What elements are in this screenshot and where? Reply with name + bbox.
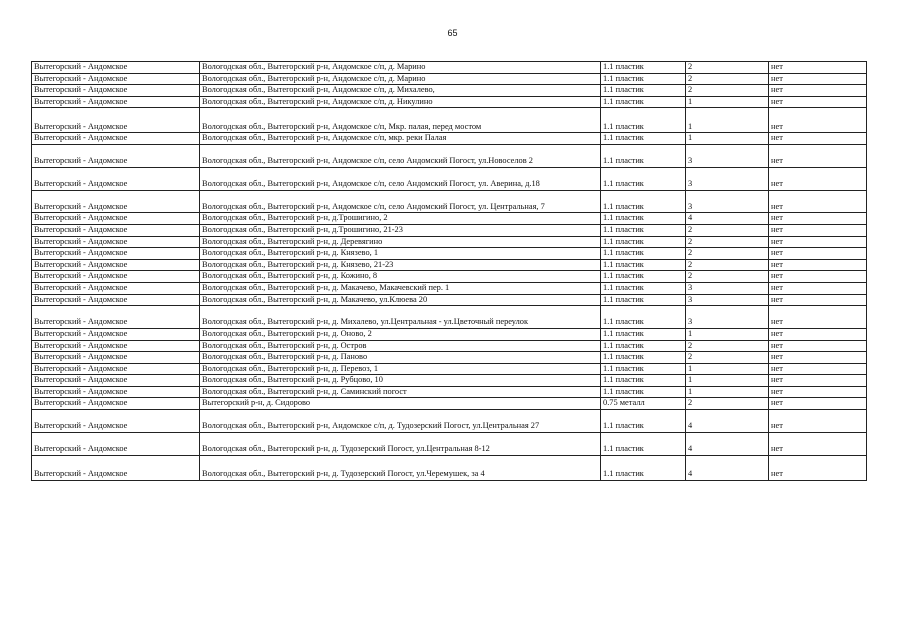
- container-type-cell: 1.1 пластик: [601, 73, 686, 85]
- flag-cell: нет: [769, 410, 867, 433]
- district-cell: Вытегорский - Андомское: [32, 62, 200, 74]
- address-cell: Вологодская обл., Вытегорский р-н, Андомское с/п, село Андомский Погост, ул.Новоселов 2: [200, 144, 601, 167]
- flag-cell: нет: [769, 167, 867, 190]
- table-row: [32, 455, 867, 480]
- address-cell: Вологодская обл., Вытегорский р-н, Андомское с/п, село Андомский Погост, ул. Аверина, д.18: [200, 167, 601, 190]
- district-cell: Вытегорский - Андомское: [32, 224, 200, 236]
- container-count-cell: 1: [686, 96, 769, 108]
- container-count-cell: 2: [686, 73, 769, 85]
- district-cell: Вытегорский - Андомское: [32, 386, 200, 398]
- container-type-cell: 1.1 пластик: [601, 306, 686, 329]
- container-count-cell: 3: [686, 282, 769, 294]
- address-cell: Вологодская обл., Вытегорский р-н, д. Паново: [200, 352, 601, 364]
- flag-cell: нет: [769, 398, 867, 410]
- district-cell: Вытегорский - Андомское: [32, 432, 200, 455]
- address-cell: Вологодская обл., Вытегорский р-н, д. Оново, 2: [200, 328, 601, 340]
- district-cell: Вытегорский - Андомское: [32, 363, 200, 375]
- address-cell: Вологодская обл., Вытегорский р-н, Андомское с/п, д. Никулино: [200, 96, 601, 108]
- container-type-cell: 1.1 пластик: [601, 190, 686, 213]
- district-cell: Вытегорский - Андомское: [32, 410, 200, 433]
- address-cell: Вологодская обл., Вытегорский р-н, д.Трошигино, 2: [200, 213, 601, 225]
- district-cell: Вытегорский - Андомское: [32, 248, 200, 260]
- table-row: [32, 259, 867, 271]
- container-type-cell: 1.1 пластик: [601, 386, 686, 398]
- district-cell: Вытегорский - Андомское: [32, 352, 200, 364]
- flag-cell: нет: [769, 455, 867, 480]
- flag-cell: нет: [769, 375, 867, 387]
- table-row: [32, 432, 867, 455]
- table-row: [32, 398, 867, 410]
- address-cell: Вологодская обл., Вытегорский р-н, Андомское с/п, Мкр. палая, перед мостом: [200, 108, 601, 133]
- district-cell: Вытегорский - Андомское: [32, 96, 200, 108]
- flag-cell: нет: [769, 108, 867, 133]
- flag-cell: нет: [769, 306, 867, 329]
- container-type-cell: 1.1 пластик: [601, 340, 686, 352]
- address-cell: Вологодская обл., Вытегорский р-н, д. Саминский погост: [200, 386, 601, 398]
- district-cell: Вытегорский - Андомское: [32, 306, 200, 329]
- table-row: [32, 410, 867, 433]
- flag-cell: нет: [769, 133, 867, 145]
- district-cell: Вытегорский - Андомское: [32, 271, 200, 283]
- district-cell: Вытегорский - Андомское: [32, 190, 200, 213]
- flag-cell: нет: [769, 248, 867, 260]
- container-count-cell: 3: [686, 144, 769, 167]
- flag-cell: нет: [769, 294, 867, 306]
- district-cell: Вытегорский - Андомское: [32, 375, 200, 387]
- district-cell: Вытегорский - Андомское: [32, 73, 200, 85]
- address-cell: Вологодская обл., Вытегорский р-н, Андомское с/п, мкр. реки Палая: [200, 133, 601, 145]
- address-cell: Вологодская обл., Вытегорский р-н, д. Макачево, ул.Клюева 20: [200, 294, 601, 306]
- table-row: [32, 190, 867, 213]
- container-type-cell: 1.1 пластик: [601, 352, 686, 364]
- container-count-cell: 1: [686, 363, 769, 375]
- container-count-cell: 2: [686, 62, 769, 74]
- flag-cell: нет: [769, 328, 867, 340]
- address-cell: Вологодская обл., Вытегорский р-н, д. Тудозерский Погост, ул.Центральная 8-12: [200, 432, 601, 455]
- address-cell: Вологодская обл., Вытегорский р-н, д. Князево, 21-23: [200, 259, 601, 271]
- flag-cell: нет: [769, 144, 867, 167]
- district-cell: Вытегорский - Андомское: [32, 108, 200, 133]
- flag-cell: нет: [769, 190, 867, 213]
- address-cell: Вологодская обл., Вытегорский р-н, Андомское с/п, д. Марино: [200, 62, 601, 74]
- flag-cell: нет: [769, 340, 867, 352]
- container-type-cell: 1.1 пластик: [601, 432, 686, 455]
- container-count-cell: 1: [686, 375, 769, 387]
- table-row: [32, 224, 867, 236]
- container-type-cell: 1.1 пластик: [601, 85, 686, 97]
- container-type-cell: 1.1 пластик: [601, 108, 686, 133]
- table-row: [32, 108, 867, 133]
- table-row: [32, 133, 867, 145]
- table-row: [32, 363, 867, 375]
- container-count-cell: 4: [686, 410, 769, 433]
- flag-cell: нет: [769, 73, 867, 85]
- table-row: [32, 386, 867, 398]
- district-cell: Вытегорский - Андомское: [32, 144, 200, 167]
- flag-cell: нет: [769, 85, 867, 97]
- address-cell: Вологодская обл., Вытегорский р-н, д. Князево, 1: [200, 248, 601, 260]
- district-cell: Вытегорский - Андомское: [32, 282, 200, 294]
- flag-cell: нет: [769, 213, 867, 225]
- address-cell: Вологодская обл., Вытегорский р-н, д. Перевоз, 1: [200, 363, 601, 375]
- address-cell: Вологодская обл., Вытегорский р-н, Андомское с/п, д. Михалево,: [200, 85, 601, 97]
- flag-cell: нет: [769, 352, 867, 364]
- address-cell: Вологодская обл., Вытегорский р-н, д.Трошигино, 21-23: [200, 224, 601, 236]
- container-type-cell: 1.1 пластик: [601, 271, 686, 283]
- container-count-cell: 2: [686, 236, 769, 248]
- container-count-cell: 3: [686, 167, 769, 190]
- district-cell: Вытегорский - Андомское: [32, 133, 200, 145]
- container-count-cell: 3: [686, 306, 769, 329]
- container-type-cell: 1.1 пластик: [601, 410, 686, 433]
- container-type-cell: 1.1 пластик: [601, 96, 686, 108]
- container-type-cell: 1.1 пластик: [601, 455, 686, 480]
- flag-cell: нет: [769, 62, 867, 74]
- address-cell: Вологодская обл., Вытегорский р-н, Андомское с/п, д. Марино: [200, 73, 601, 85]
- table-row: [32, 73, 867, 85]
- district-cell: Вытегорский - Андомское: [32, 328, 200, 340]
- district-cell: Вытегорский - Андомское: [32, 85, 200, 97]
- container-type-cell: 1.1 пластик: [601, 224, 686, 236]
- flag-cell: нет: [769, 224, 867, 236]
- district-cell: Вытегорский - Андомское: [32, 213, 200, 225]
- container-type-cell: 1.1 пластик: [601, 236, 686, 248]
- container-count-cell: 1: [686, 108, 769, 133]
- flag-cell: нет: [769, 282, 867, 294]
- flag-cell: нет: [769, 96, 867, 108]
- table-row: [32, 236, 867, 248]
- container-count-cell: 4: [686, 455, 769, 480]
- flag-cell: нет: [769, 363, 867, 375]
- address-cell: Вологодская обл., Вытегорский р-н, д. Михалево, ул.Центральная - ул.Цветочный переулок: [200, 306, 601, 329]
- container-count-cell: 2: [686, 85, 769, 97]
- container-count-cell: 1: [686, 133, 769, 145]
- container-count-cell: 2: [686, 259, 769, 271]
- container-type-cell: 1.1 пластик: [601, 328, 686, 340]
- container-count-cell: 2: [686, 248, 769, 260]
- flag-cell: нет: [769, 271, 867, 283]
- container-count-cell: 2: [686, 271, 769, 283]
- table-row: [32, 213, 867, 225]
- table-row: [32, 96, 867, 108]
- table-row: [32, 144, 867, 167]
- table-row: [32, 306, 867, 329]
- table-row: [32, 167, 867, 190]
- table-row: [32, 340, 867, 352]
- container-type-cell: 1.1 пластик: [601, 282, 686, 294]
- container-count-cell: 4: [686, 432, 769, 455]
- container-type-cell: 1.1 пластик: [601, 213, 686, 225]
- table-row: [32, 62, 867, 74]
- container-count-cell: 2: [686, 224, 769, 236]
- container-count-cell: 1: [686, 328, 769, 340]
- container-type-cell: 1.1 пластик: [601, 62, 686, 74]
- container-sites-table: [31, 61, 867, 481]
- table-row: [32, 271, 867, 283]
- address-cell: Вытегорский р-н, д. Сидорово: [200, 398, 601, 410]
- container-count-cell: 2: [686, 340, 769, 352]
- container-type-cell: 1.1 пластик: [601, 259, 686, 271]
- table-row: [32, 85, 867, 97]
- table-row: [32, 328, 867, 340]
- address-cell: Вологодская обл., Вытегорский р-н, д. Макачево, Макачевский пер. 1: [200, 282, 601, 294]
- address-cell: Вологодская обл., Вытегорский р-н, Андомское с/п, д. Тудозерский Погост, ул.Центральная 27: [200, 410, 601, 433]
- table-row: [32, 248, 867, 260]
- table-row: [32, 375, 867, 387]
- district-cell: Вытегорский - Андомское: [32, 340, 200, 352]
- table-row: [32, 282, 867, 294]
- container-type-cell: 1.1 пластик: [601, 248, 686, 260]
- container-type-cell: 0.75 металл: [601, 398, 686, 410]
- flag-cell: нет: [769, 432, 867, 455]
- address-cell: Вологодская обл., Вытегорский р-н, д. Остров: [200, 340, 601, 352]
- flag-cell: нет: [769, 236, 867, 248]
- district-cell: Вытегорский - Андомское: [32, 236, 200, 248]
- district-cell: Вытегорский - Андомское: [32, 398, 200, 410]
- table-row: [32, 294, 867, 306]
- container-type-cell: 1.1 пластик: [601, 363, 686, 375]
- container-type-cell: 1.1 пластик: [601, 133, 686, 145]
- table-body: [32, 62, 867, 481]
- container-count-cell: 4: [686, 213, 769, 225]
- table-row: [32, 352, 867, 364]
- container-type-cell: 1.1 пластик: [601, 294, 686, 306]
- flag-cell: нет: [769, 386, 867, 398]
- address-cell: Вологодская обл., Вытегорский р-н, д. Деревягино: [200, 236, 601, 248]
- container-type-cell: 1.1 пластик: [601, 167, 686, 190]
- container-count-cell: 2: [686, 352, 769, 364]
- container-count-cell: 3: [686, 294, 769, 306]
- district-cell: Вытегорский - Андомское: [32, 259, 200, 271]
- address-cell: Вологодская обл., Вытегорский р-н, Андомское с/п, село Андомский Погост, ул. Центральная, 7: [200, 190, 601, 213]
- address-cell: Вологодская обл., Вытегорский р-н, д. Рубцово, 10: [200, 375, 601, 387]
- container-count-cell: 3: [686, 190, 769, 213]
- district-cell: Вытегорский - Андомское: [32, 455, 200, 480]
- flag-cell: нет: [769, 259, 867, 271]
- district-cell: Вытегорский - Андомское: [32, 167, 200, 190]
- container-count-cell: 1: [686, 386, 769, 398]
- district-cell: Вытегорский - Андомское: [32, 294, 200, 306]
- address-cell: Вологодская обл., Вытегорский р-н, д. Кожино, 8: [200, 271, 601, 283]
- container-type-cell: 1.1 пластик: [601, 144, 686, 167]
- page-number: 65: [447, 28, 458, 38]
- address-cell: Вологодская обл., Вытегорский р-н, д. Тудозерский Погост, ул.Черемушек, за 4: [200, 455, 601, 480]
- container-count-cell: 2: [686, 398, 769, 410]
- container-type-cell: 1.1 пластик: [601, 375, 686, 387]
